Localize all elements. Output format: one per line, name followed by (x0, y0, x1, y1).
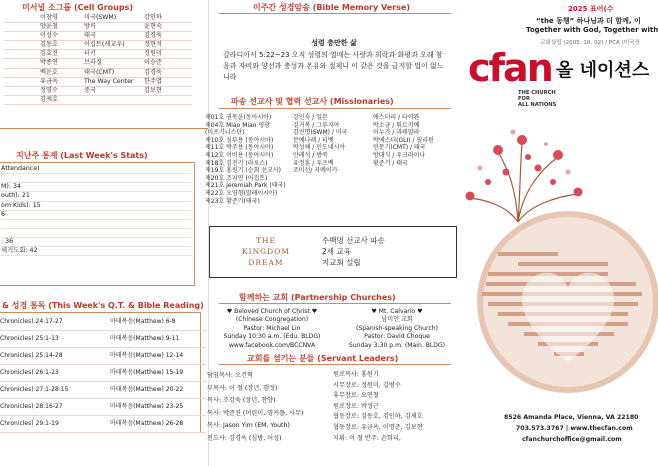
partner-line: ♥ Beloved Church of Christ ♥ (226, 308, 318, 315)
cell-group-cell (4, 50, 38, 59)
missionary-entry: 제19호 홍원기 (순회 선교사) (205, 167, 281, 175)
missionary-entry: 조미선/ 자메이카 (293, 167, 338, 175)
cell-group-cell: 이창영 (38, 14, 82, 23)
missionary-entry: 김진명(SWM) / 미국 (293, 129, 348, 137)
bible-reading: 마태복음(Matthew) 12-14 (108, 347, 206, 365)
kingdom-dream-goals (322, 235, 385, 268)
missionary-entry: 제21호 Jeremiah Park (태국) (205, 182, 286, 190)
qt-passage: Chronicles) 27:1-28:15 (0, 381, 108, 399)
servant-leader: 지휘: 이 철 반주: 손희리, (333, 434, 401, 442)
middle-panel (205, 0, 459, 466)
cell-group-cell: 강인하 (142, 14, 192, 23)
cell-group-cell: 정영수 (38, 87, 82, 96)
missionary-entry: 안래석 / 방콕 (293, 151, 328, 159)
missionary-entry: 문예나래 / 티벳 (293, 136, 334, 144)
cell-group-cell: 양윤철 (38, 23, 82, 32)
cell-group-cell (142, 96, 192, 105)
servant-leader: 휴무장로: 오연철 (333, 392, 379, 400)
cell-group-cell: 김경욱 (142, 32, 192, 41)
qt-row (0, 330, 200, 347)
qt-row (0, 398, 200, 415)
cell-group-cell (4, 78, 38, 87)
cell-group-cell: 김보현 (142, 87, 192, 96)
missionary-entry: 제11호 박주용 (동아시아) (205, 144, 274, 152)
missionary-entry: 제20호 조지연 (이집트) (205, 174, 268, 182)
cell-group-cell: 유금옥 (38, 78, 82, 87)
church-name-korean: 올 네이션스 (556, 60, 650, 81)
bible-reading: 마태복음(Matthew) 9-11 (108, 330, 206, 348)
logo-text: cfan (468, 46, 552, 90)
partner-church-beloved (207, 308, 337, 350)
year-label: 2025 표어(수 (568, 5, 614, 13)
partner-line: 남미인 교회 (381, 316, 413, 324)
kingdom-dream-word: KINGDOM (242, 247, 290, 256)
cell-group-cell (4, 32, 38, 41)
cell-group-cell: 이승준 (142, 59, 192, 68)
missionary-entry: 황준기 / 태국 (373, 159, 408, 167)
missionary-entry (293, 198, 373, 206)
cell-group-cell: 윤현숙 (142, 23, 192, 32)
stats-line: 6 (1, 211, 191, 220)
cell-group-cell: 정현석 (142, 41, 192, 50)
missionary-entry: 제10호 심부용 (동아시아) (205, 136, 274, 144)
cell-group-cell (4, 69, 38, 78)
church-address: 8526 Amanda Place, Vienna, VA 22180 (504, 414, 639, 421)
globe-heart-illustration (458, 112, 640, 402)
cell-group-cell: 방콕 (82, 23, 142, 32)
missionary-entry: 박성해 / 인도네시아 (293, 144, 346, 152)
cell-group-cell (4, 59, 38, 68)
cell-groups-title: 미서널 소그룹 (Cell Groups) (22, 3, 134, 12)
founded-line: 교회설립 (2005. 10. 02) / PCA (미국장 (540, 40, 641, 46)
servant-leader: 목사: 조강욱 (장년, 찬양) (207, 397, 276, 404)
stats-box (0, 162, 195, 286)
bible-reading: 마태복음(Matthew) 20-22 (108, 381, 206, 399)
stats-line: M): 34 (1, 183, 191, 192)
qt-row (0, 313, 200, 330)
qt-row (0, 381, 200, 398)
cell-group-cell (4, 96, 38, 105)
verse-heading: 성령 충만한 삶 (311, 39, 357, 47)
cell-group-cell: 김동호 (38, 41, 82, 50)
stats-line: outh): 21 (1, 192, 191, 201)
partner-line: Sunday 10:30 a.m. (Edu. BLDG) (223, 333, 321, 341)
missionary-entry: 제01호 권목윤(동아시아) (205, 114, 272, 121)
church-subtitle-line: THE CHURCH (518, 90, 556, 96)
qt-passage: Chronicles) 25:1-13 (0, 330, 108, 348)
cell-group-cell: 중국 (82, 87, 142, 96)
qt-table (0, 312, 201, 433)
cell-group-cell (4, 41, 38, 50)
servant-leader: 전도사: 김경옥 (심방, 어성) (207, 434, 282, 442)
cell-group-cell: 이집트(새교우) (82, 41, 142, 50)
church-subtitle-line: FOR (518, 96, 530, 102)
missionary-entry: 방대식 / 우크라이나 (373, 151, 426, 159)
stats-line: 세기도회: 42 (1, 247, 191, 256)
partner-line: Pastor: Michael Lin (243, 324, 301, 332)
memory-verse-title: 이주간 성경암송 (Bible Memory Verse) (253, 3, 410, 12)
missionary-entry (373, 182, 453, 190)
missionary-entry: 민문기(CMT) / 태국 (373, 144, 426, 152)
missionary-entry: 제04호 Miao Miao 영광 (205, 121, 270, 129)
stats-line: om Kids): 15 (1, 202, 191, 211)
servant-leader: 담임목사: 오건혁 (207, 372, 253, 379)
servant-leaders-left (207, 370, 333, 445)
right-panel (458, 0, 658, 466)
cell-group-cell: 터키 (82, 50, 142, 59)
missionary-entry: (이프기니스탄) (205, 129, 245, 137)
cell-group-cell (4, 14, 38, 23)
missionary-entry: 이누가 / 과테말라 (373, 129, 420, 137)
partner-line: www.facebook.com/BCCNVA (228, 341, 316, 349)
qt-row (0, 415, 200, 432)
qt-passage: Chronicles) 24:17-27 (0, 313, 108, 331)
cell-group-cell: 태국(CMT) (82, 69, 142, 78)
qt-passage: Chronicles) 28:16-27 (0, 398, 108, 416)
cell-group-cell: 김경욱 (142, 69, 192, 78)
missionary-entry: 제12호 이비용 (동아시아) (205, 151, 274, 159)
kingdom-dream-box (209, 226, 457, 278)
bible-reading: 마태복음(Matthew) 26-28 (108, 415, 206, 433)
cell-group-cell: 김효진 (38, 50, 82, 59)
kingdom-dream-goal: 지교회 설립 (322, 258, 361, 267)
church-subtitle-line: ALL NATIONS (518, 102, 557, 108)
cell-group-cell: 태국 (82, 32, 142, 41)
cell-group-cell: The Way Center (82, 78, 142, 87)
partner-line: Pastor: David Choque (364, 333, 430, 341)
kingdom-dream-goal: 수백명 선교사 파송 (322, 236, 385, 245)
missionary-entry (293, 190, 373, 198)
cell-group-cell (4, 87, 38, 96)
missionary-entry: 제22호 오영형(말레이시아) (205, 189, 278, 197)
servant-leader: 목사: Jason Yim (EM, Youth) (207, 422, 290, 429)
missionary-entry (373, 198, 453, 206)
missionaries-list (205, 114, 457, 205)
stats-line (1, 220, 191, 229)
bible-reading: 마태복음(Matthew) 6-8 (108, 313, 206, 331)
missionary-entry (293, 175, 373, 183)
qt-passage: Chronicles) 25:14-28 (0, 347, 108, 365)
motto-english: Together with God, Together with (526, 26, 658, 34)
church-logo (468, 46, 650, 108)
cell-group-cell: 백운호 (38, 69, 82, 78)
bible-reading: 마태복음(Matthew) 15-19 (108, 364, 206, 382)
servant-leader: 목사: 박준진 (어린이, 영커플, 사무) (207, 409, 304, 417)
qt-title: & 성경 통독 (This Week's Q.T. & Bible Reading) (2, 301, 204, 310)
church-subtitle (518, 90, 556, 108)
servant-leader: 원로장로: 박성근 (333, 402, 379, 410)
partner-line: ♥ Mt. Calvario ♥ (371, 308, 423, 315)
partnership-title: 함께하는 교회 (Partnership Churches) (239, 293, 396, 302)
missionary-entry (293, 182, 373, 190)
qt-passage: Chronicles) 29:1-19 (0, 415, 108, 433)
servant-leader: 시무장로: 정원미, 김병수 (333, 381, 401, 389)
missionary-entry: 제18호 김진기 (라오스) (205, 159, 268, 167)
missionary-entry: 박소금 / 튀르키예 (373, 121, 420, 129)
missionaries-title: 파송 선교사 및 협력 선교사 (Missionaries) (231, 97, 394, 106)
missionary-entry (373, 175, 453, 183)
servant-leader: 협동장로: 김동호, 김인하, 김제호 (333, 413, 423, 421)
missionary-entry (373, 167, 453, 175)
church-phone-web[interactable]: 703.573.3767 | www.thecfan.com (516, 425, 633, 432)
stats-line: : 36 (1, 238, 191, 247)
servant-leaders-title: 교회를 섬기는 분들 (Servant Leaders) (247, 354, 399, 363)
qt-row (0, 347, 200, 364)
kingdom-dream-word: THE (255, 236, 277, 245)
stats-line (1, 174, 191, 183)
bible-reading: 마태복음(Matthew) 23-25 (108, 398, 206, 416)
stats-line (1, 229, 191, 238)
missionary-entry (373, 190, 453, 198)
servant-leader: 협동장로: 유금옥, 이명준, 김보현 (333, 423, 423, 431)
servant-leader: 원로목사: 홍원기 (333, 371, 379, 378)
cell-group-cell: 박종연 (38, 59, 82, 68)
cell-group-cell: 한주엽 (142, 78, 192, 87)
partner-line: (Spanish-speaking Church) (356, 324, 438, 332)
missionary-entry: 김거복 / 그루지아 (293, 121, 340, 129)
missionary-entry: 제23호 황준기(태국) (205, 197, 260, 205)
missionary-entry: 강인숙 / 일본 (293, 114, 328, 121)
kingdom-dream-word: DREAM (248, 258, 284, 267)
cell-group-cell: 이성수 (38, 32, 82, 41)
partner-line: Sunday 3:30 p.m. (Main. BLDG) (348, 341, 446, 349)
cell-group-cell: 브라질 (82, 59, 142, 68)
stats-title: 지난주 통계 (Last Week's Stats) (16, 151, 148, 160)
partner-line: (Chinese Congregation) (235, 316, 309, 324)
partner-church-calvario (337, 308, 457, 350)
stats-line: Attendance) (1, 165, 191, 174)
missionary-entry: 유정훈 / 우즈벡 (293, 159, 334, 167)
cell-group-cell (82, 96, 142, 105)
cell-group-cell: 미국(SWM) (82, 14, 142, 23)
missionary-entry: 박에스더(GLI) / 필리핀 (373, 136, 434, 144)
kingdom-dream-goal: 2세 교육 (322, 247, 351, 256)
missionary-entry: 에스더리 / 타이완 (373, 114, 420, 121)
cell-groups-table (4, 14, 194, 105)
servant-leader: 부목사: 이 철 (장년, 행정) (207, 384, 278, 392)
qt-passage: Chronicles) 26:1-23 (0, 364, 108, 382)
verse-text: 갈라디아서 5:22~23 오직 성령의 열매는 사랑과 희락과 화평과 오래 참음과 자비와 양선과 충성과 온유와 절제니 이 같은 것을 금지할 법이 없느니라 (223, 51, 444, 81)
left-panel (0, 0, 208, 466)
qt-row (0, 364, 200, 381)
cell-group-cell: 정원미 (142, 50, 192, 59)
servant-leaders-right (333, 370, 459, 444)
motto-korean: “the 동행” 하나님과 더 함께, 이 (536, 17, 641, 25)
cell-group-cell: 김제호 (38, 96, 82, 105)
church-email[interactable]: cfanchurchoffice@gmail.com (522, 436, 622, 443)
cell-group-cell (4, 23, 38, 32)
kingdom-dream-logo (224, 235, 308, 268)
